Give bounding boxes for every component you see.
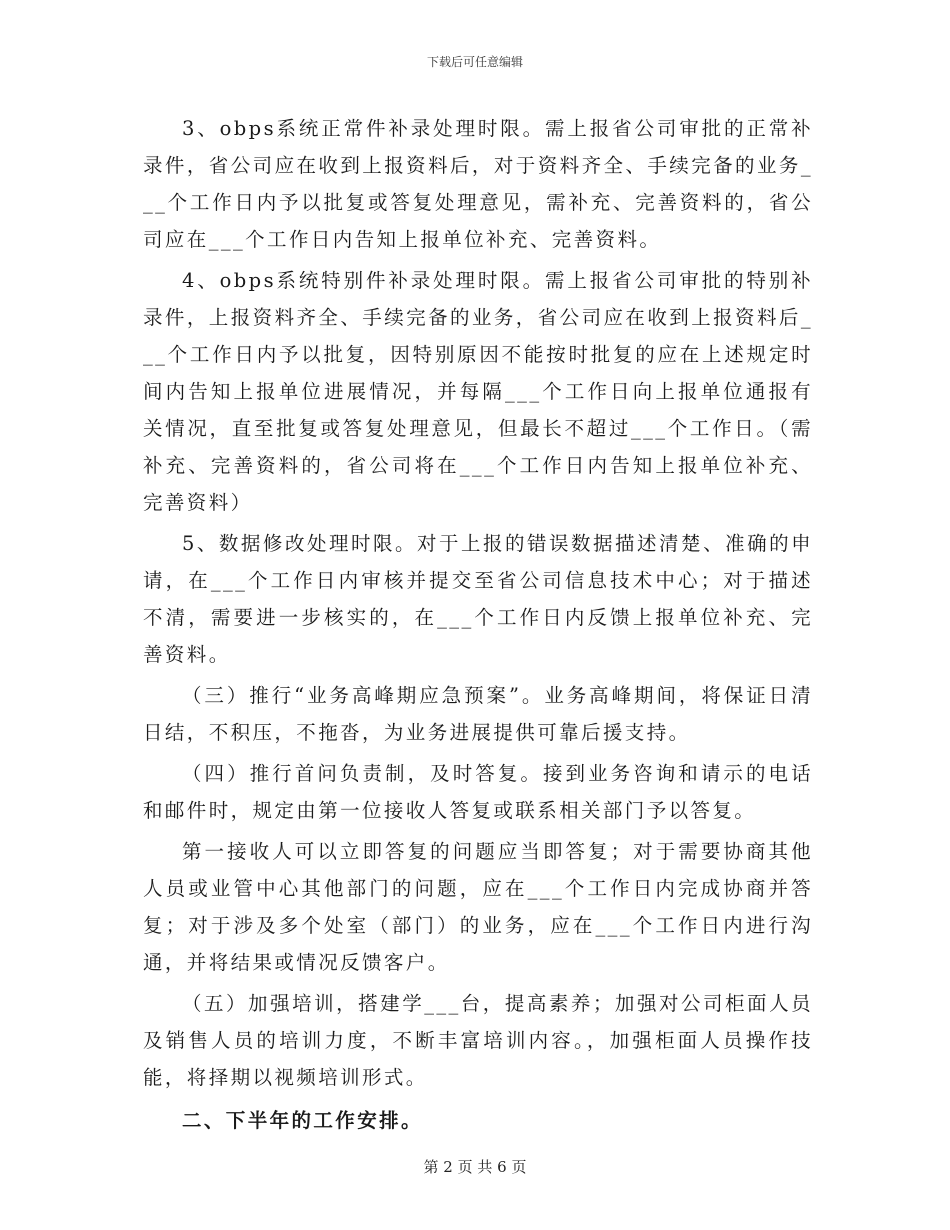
paragraph-data-modification: 5、数据修改处理时限。对于上报的错误数据描述清楚、准确的申请，在___个工作日内审核并提交至省公司信息技术中心；对于描述不清，需要进一步核实的，在___个工作日内反馈上报单位补充、完善资料。 — [143, 532, 813, 666]
paragraph-first-receiver: 第一接收人可以立即答复的问题应当即答复；对于需要协商其他人员或业管中心其他部门的问题，应在___个工作日内完成协商并答复；对于涉及多个处室（部门）的业务，应在___个工作日内进行沟通，并将结果或情况反馈客户。 — [143, 840, 813, 974]
page-number: 第 2 页 共 6 页 — [423, 1158, 527, 1176]
paragraph-obps-special-supplement: 4、obps系统特别件补录处理时限。需上报省公司审批的特别补录件，上报资料齐全、手续完备的业务，省公司应在收到上报资料后___个工作日内予以批复，因特别原因不能按时批复的应在上述规定时间内告知上报单位进展情况，并每隔___个工作日向上报单位通报有关情况，直至批复或答复处理意见，但最长不超过___个工作日。（需补充、完善资料的，省公司将在___个工作日内告知上报单位补充、完善资料） — [143, 269, 813, 514]
paragraph-first-inquiry-responsibility: （四）推行首问负责制，及时答复。接到业务咨询和请示的电话和邮件时，规定由第一位接收人答复或联系相关部门予以答复。 — [143, 762, 813, 822]
paragraph-training: （五）加强培训，搭建学___台，提高素养；加强对公司柜面人员及销售人员的培训力度，不断丰富培训内容。，加强柜面人员操作技能，将择期以视频培训形式。 — [143, 992, 813, 1089]
page-header: 下载后可任意编辑 — [426, 55, 523, 69]
document-body — [143, 110, 813, 1143]
paragraph-obps-normal-supplement: 3、obps系统正常件补录处理时限。需上报省公司审批的正常补录件，省公司应在收到上报资料后，对于资料齐全、手续完备的业务___个工作日内予以批复或答复处理意见，需补充、完善资料的，省公司应在___个工作日内告知上报单位补充、完善资料。 — [143, 117, 813, 251]
section-heading: 二、下半年的工作安排。 — [182, 1109, 423, 1132]
paragraph-peak-emergency-plan: （三）推行“业务高峰期应急预案”。业务高峰期间，将保证日清日结，不积压，不拖沓，为业务进展提供可靠后援支持。 — [143, 684, 813, 744]
